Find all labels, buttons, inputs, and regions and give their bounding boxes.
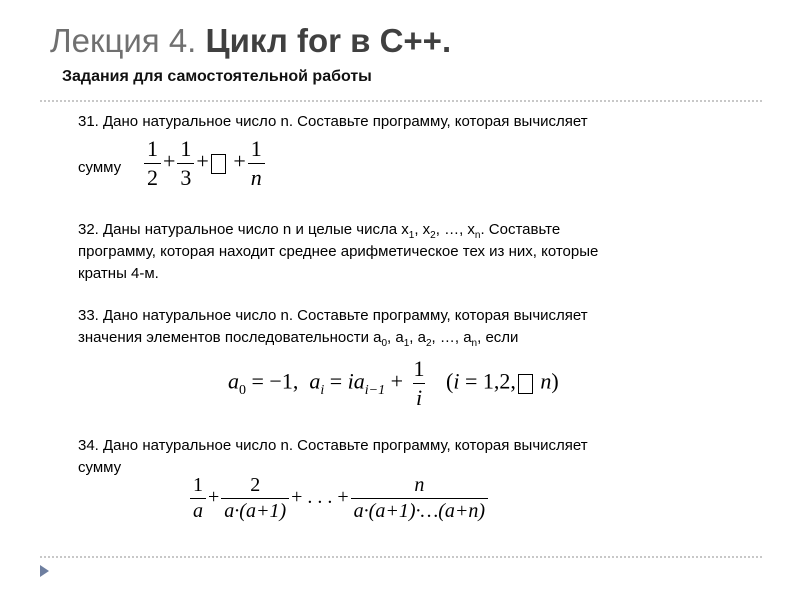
fraction: $\frac{1}{3}$ xyxy=(177,136,194,191)
formula-31: $\frac{1}{2}$ + $\frac{1}{3}$ + + $\frac{1}{n}$ xyxy=(142,136,267,191)
top-divider xyxy=(40,100,762,102)
task-33-line1: 33. Дано натуральное число n. Составьте программу, которая вычисляет xyxy=(78,307,588,324)
slide-subtitle: Задания для самостоятельной работы xyxy=(62,68,372,85)
task-32-line3: кратны 4-м. xyxy=(78,265,159,282)
slide-title xyxy=(50,22,451,60)
fraction: $\frac{1}{2}$ xyxy=(144,136,161,191)
fraction: $\frac{n}{a\cdot(a+1)\cdot\dots(a+n)}$ xyxy=(351,474,488,523)
fraction: $\frac{1}{i}$ xyxy=(413,356,425,410)
task-31-line2: сумму xyxy=(78,159,122,176)
fraction: $\frac{2}{a\cdot(a+1)}$ xyxy=(221,474,289,523)
title-light: Лекция 4. xyxy=(50,22,197,59)
task-33-line2: значения элементов последовательности $a_0$, $a_1$, $a_2$, …, $a_n$, если xyxy=(78,329,519,349)
bottom-divider xyxy=(40,556,762,558)
formula-34: $\frac{1}{a}$ + $\frac{2}{a\cdot(a+1)}$ + . . . + $\frac{n}{a\cdot(a+1)\cdot\dots(a+n)}$ xyxy=(188,474,490,523)
fraction: $\frac{1}{n}$ xyxy=(248,136,265,191)
task-32-line2: программу, которая находит среднее арифметическое тех из них, которые xyxy=(78,243,599,260)
task-34-line2: сумму xyxy=(78,459,122,476)
title-bold: Цикл for в С++. xyxy=(205,22,452,59)
task-31-line1: 31. Дано натуральное число n. Составьте программу, которая вычисляет xyxy=(78,113,588,130)
formula-33: $a_0 = -1$, $a_i = ia_{i-1}$ + $\frac{1}{i}$ (i = 1,2, n) xyxy=(228,356,559,410)
ellipsis-placeholder-box xyxy=(518,374,533,394)
fraction: $\frac{1}{a}$ xyxy=(190,474,206,523)
task-34-line1: 34. Дано натуральное число n. Составьте программу, которая вычисляет xyxy=(78,437,588,454)
ellipsis-placeholder-box xyxy=(211,154,226,174)
bullet-triangle-icon xyxy=(40,565,49,577)
task-32-line1: 32. Даны натуральное число n и целые числа $x_1$, $x_2$, …, $x_n$. Составьте xyxy=(78,221,561,241)
